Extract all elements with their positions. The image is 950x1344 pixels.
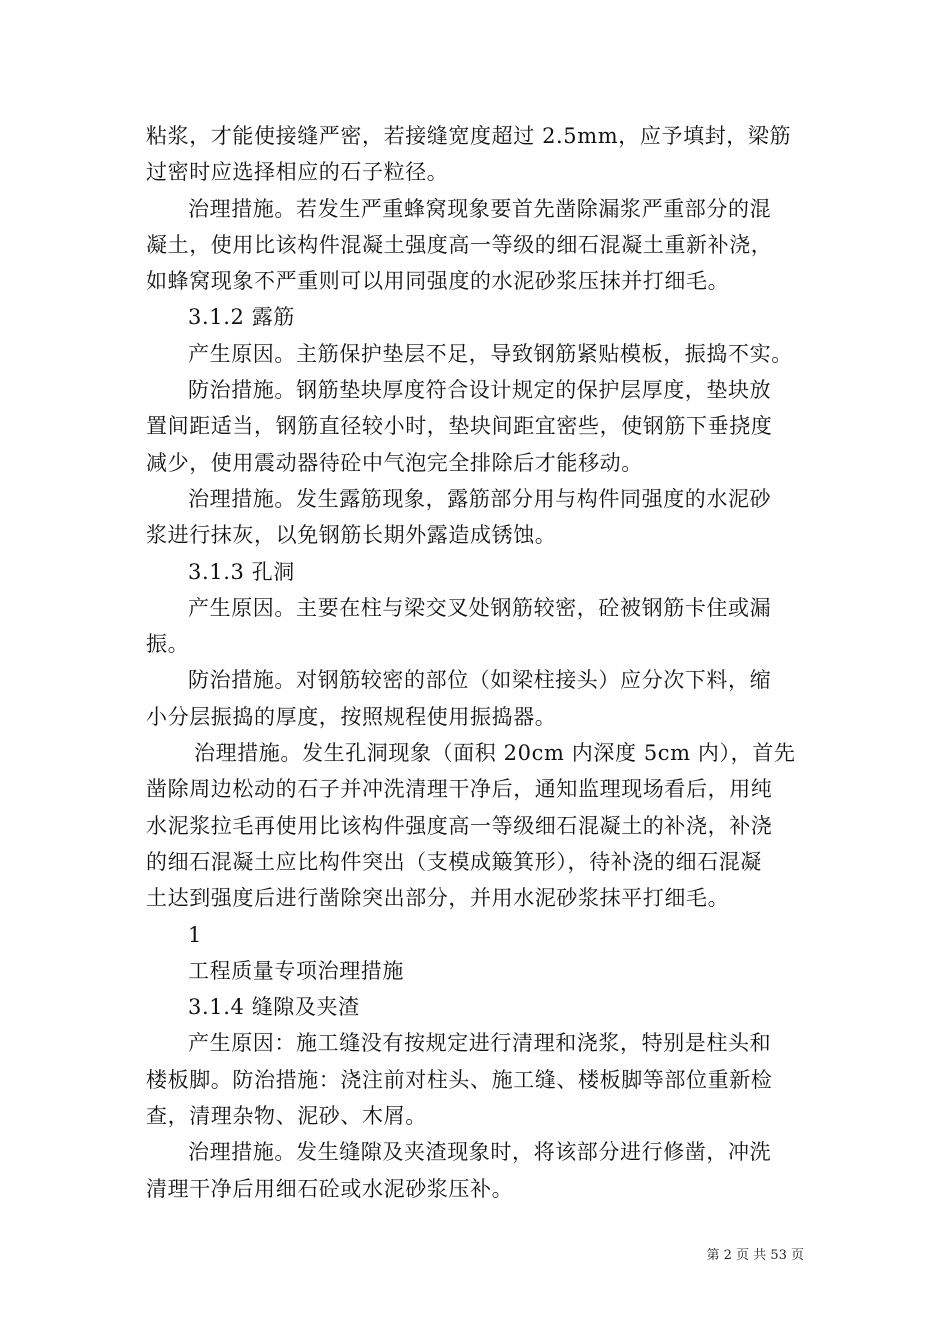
text-line: 查，清理杂物、泥砂、木屑。 (146, 1104, 427, 1129)
text-line: 治理措施。发生露筋现象，露筋部分用与构件同强度的水泥砂 (188, 486, 772, 511)
text-line: 防治措施。对钢筋较密的部位（如梁柱接头）应分次下料，缩 (188, 668, 772, 693)
text-line: 治理措施。发生孔洞现象（面积 20cm 内深度 5cm 内），首先 (194, 741, 796, 766)
text-line: 治理措施。发生缝隙及夹渣现象时，将该部分进行修凿，冲洗 (188, 1140, 772, 1165)
page-number-footer: 第 2 页 共 53 页 (706, 1248, 804, 1263)
text-line: 振。 (146, 632, 190, 657)
section-heading: 3.1.2 露筋 (188, 305, 295, 330)
text-line: 过密时应选择相应的石子粒径。 (146, 160, 449, 185)
text-line: 产生原因：施工缝没有按规定进行清理和浇浆，特别是柱头和 (188, 1031, 772, 1056)
text-line: 产生原因。主筋保护垫层不足，导致钢筋紧贴模板，振捣不实。 (188, 341, 793, 366)
text-line: 水泥浆拉毛再使用比该构件强度高一等级细石混凝土的补浇，补浇 (146, 813, 773, 838)
text-line: 清理干净后用细石砼或水泥砂浆压补。 (146, 1176, 514, 1201)
page-marker: 1 (188, 922, 202, 947)
text-line: 防治措施。钢筋垫块厚度符合设计规定的保护层厚度，垫块放 (188, 378, 772, 403)
text-line: 减少，使用震动器待砼中气泡完全排除后才能移动。 (146, 450, 643, 475)
section-heading: 3.1.3 孔洞 (188, 559, 295, 584)
text-line: 土达到强度后进行凿除突出部分，并用水泥砂浆抹平打细毛。 (146, 886, 730, 911)
text-line: 凿除周边松动的石子并冲洗清理干净后，通知监理现场看后，用纯 (146, 777, 773, 802)
text-line: 粘浆，才能使接缝严密，若接缝宽度超过 2.5mm，应予填封，梁筋 (146, 124, 792, 148)
body-text (146, 118, 818, 1207)
text-line: 如蜂窝现象不严重则可以用同强度的水泥砂浆压抹并打细毛。 (146, 269, 730, 294)
text-line: 治理措施。若发生严重蜂窝现象要首先凿除漏浆严重部分的混 (188, 196, 772, 221)
text-line: 产生原因。主要在柱与梁交叉处钢筋较密，砼被钢筋卡住或漏 (188, 595, 772, 620)
text-line: 的细石混凝土应比构件突出（支模成簸箕形），待补浇的细石混凝 (146, 849, 762, 874)
section-heading: 3.1.4 缝隙及夹渣 (188, 995, 360, 1020)
text-line: 楼板脚。防治措施：浇注前对柱头、施工缝、楼板脚等部位重新检 (146, 1067, 773, 1092)
text-line: 小分层振捣的厚度，按照规程使用振捣器。 (146, 704, 557, 729)
text-line: 置间距适当，钢筋直径较小时，垫块间距宜密些，使钢筋下垂挠度 (146, 414, 773, 439)
text-line: 凝土，使用比该构件混凝土强度高一等级的细石混凝土重新补浇， (146, 232, 773, 257)
text-line: 浆进行抹灰，以免钢筋长期外露造成锈蚀。 (146, 523, 557, 548)
running-title: 工程质量专项治理措施 (188, 958, 404, 983)
